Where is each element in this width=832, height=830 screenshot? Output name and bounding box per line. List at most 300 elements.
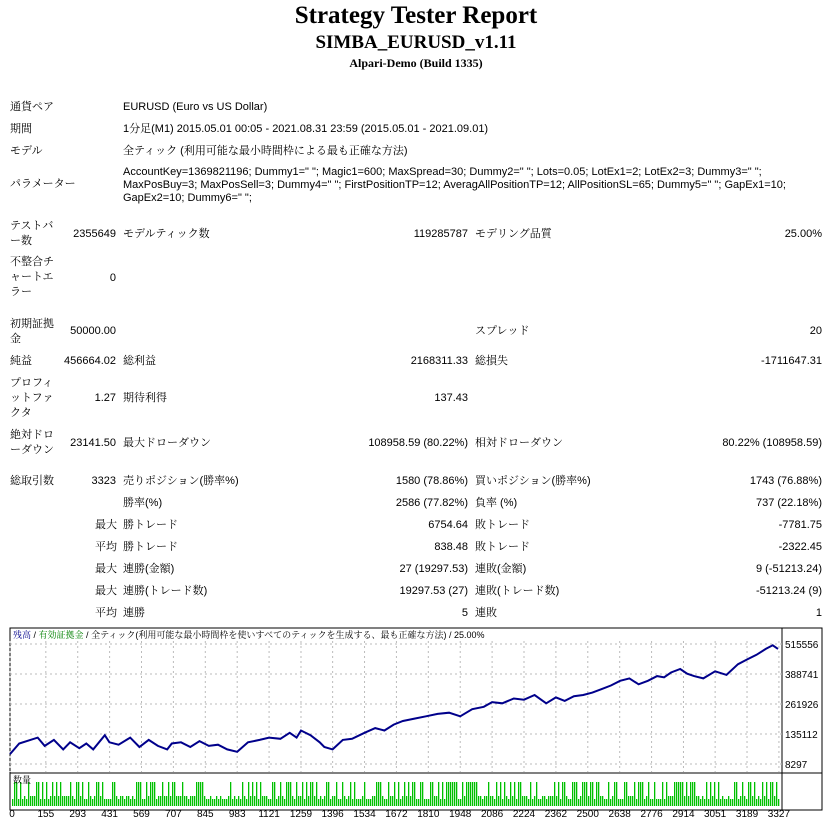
maxdd-value: 108958.59 (80.22%) (368, 437, 468, 449)
volume-bar (656, 799, 657, 806)
volume-bar (104, 799, 105, 806)
x-tick-label: 1672 (385, 809, 408, 820)
volume-bar (616, 782, 617, 806)
bars-value: 2355649 (73, 228, 116, 240)
volume-bar (584, 782, 585, 806)
mismatch-label-2: ャートエ (10, 271, 54, 283)
volume-bar (214, 799, 215, 806)
volume-bar (496, 782, 497, 806)
volume-bar (598, 782, 599, 806)
bars-label-1: テストバ (10, 220, 54, 232)
expert-name: SIMBA_EURUSD_v1.11 (315, 32, 517, 53)
volume-bar (248, 782, 249, 806)
volume-bar (504, 782, 505, 806)
volume-bar (274, 782, 275, 806)
volume-bar (378, 782, 379, 806)
volume-bar (444, 799, 445, 806)
volume-bar (558, 782, 559, 806)
volume-bar (620, 799, 621, 806)
maxdd-label: 最大ドローダウン (123, 437, 211, 449)
volume-bar (756, 799, 757, 806)
symbol-label: 通貨ペア (10, 101, 54, 113)
volume-bar (694, 782, 695, 806)
volume-bar (296, 782, 297, 806)
volume-bar (636, 799, 637, 806)
volume-bar (684, 796, 685, 806)
volume-bar (42, 782, 43, 806)
volume-bar (632, 796, 633, 806)
volume-bar (176, 796, 177, 806)
volume-bar (668, 796, 669, 806)
volume-bar (368, 799, 369, 806)
volume-bar (764, 796, 765, 806)
volume-bar (438, 782, 439, 806)
volume-bar (136, 782, 137, 806)
volume-bar (162, 782, 163, 806)
grossloss-value: -1711647.31 (761, 355, 822, 367)
x-tick-label: 2224 (512, 809, 536, 820)
spread-label: スプレッド (475, 325, 530, 337)
volume-bar (120, 796, 121, 806)
volume-bar (738, 799, 739, 806)
volume-bar (674, 782, 675, 806)
volume-bar (664, 799, 665, 806)
volume-bar (478, 796, 479, 806)
x-tick-label: 845 (196, 809, 214, 820)
volume-bar (408, 782, 409, 806)
volume-bar (578, 799, 579, 806)
x-tick-label: 569 (133, 809, 150, 820)
volume-bar (410, 796, 411, 806)
volume-bar (778, 799, 779, 806)
volume-bar (38, 782, 39, 806)
mismatch-label-1: 不整合チ (10, 256, 54, 268)
volume-bar (430, 782, 431, 806)
volume-bar (502, 799, 503, 806)
volume-bar (122, 796, 123, 806)
volume-bar (536, 782, 537, 806)
volume-bar (658, 799, 659, 806)
ticks-label: モデルティック数 (123, 228, 210, 240)
volume-bar (198, 782, 199, 806)
volume-bar (650, 799, 651, 806)
volume-bar (576, 782, 577, 806)
volume-bar (252, 782, 253, 806)
volume-bar (582, 782, 583, 806)
volume-bar (564, 782, 565, 806)
volume-bar (74, 799, 75, 806)
volume-bar (678, 782, 679, 806)
volume-bar (260, 782, 261, 806)
volume-bar (348, 796, 349, 806)
volume-bar (474, 782, 475, 806)
volume-bar (290, 782, 291, 806)
volume-bar (732, 799, 733, 806)
volume-bar (50, 796, 51, 806)
quality-label: モデリング品質 (475, 228, 552, 240)
volume-bar (742, 782, 743, 806)
volume-bar (160, 796, 161, 806)
avg-win-value: 838.48 (434, 541, 468, 553)
long-value: 1743 (76.88%) (749, 475, 822, 487)
volume-bar (112, 782, 113, 806)
volume-bar (416, 799, 417, 806)
volume-bar (32, 796, 33, 806)
volume-bar (286, 782, 287, 806)
volume-bar (486, 796, 487, 806)
volume-bar (168, 782, 169, 806)
volume-bar (398, 782, 399, 806)
legend-equity: 有効証拠金 (38, 630, 84, 640)
grossprofit-value: 2168311.33 (410, 355, 468, 367)
volume-bar (604, 799, 605, 806)
volume-bar (196, 782, 197, 806)
volume-bar (442, 782, 443, 806)
volume-bar (720, 799, 721, 806)
volume-bar (360, 799, 361, 806)
volume-bar (392, 796, 393, 806)
absdd-label-2: ーダウン (10, 444, 54, 456)
volume-bar (446, 782, 447, 806)
max-label-1: 最大 (95, 519, 117, 531)
volume-bar (390, 796, 391, 806)
volume-bar (692, 782, 693, 806)
deposit-label-1: 初期証拠 (10, 318, 54, 330)
volume-bar (406, 796, 407, 806)
volume-bar (624, 782, 625, 806)
volume-bar (484, 796, 485, 806)
y-tick-label: 261926 (785, 700, 819, 712)
short-label: 売りポジション(勝率%) (123, 475, 239, 487)
symbol-value: EURUSD (Euro vs US Dollar) (123, 101, 268, 113)
volume-bar (644, 799, 645, 806)
volume-bar (298, 796, 299, 806)
volume-bar (746, 799, 747, 806)
short-value: 1580 (78.86%) (395, 475, 468, 487)
volume-bar (98, 782, 99, 806)
x-tick-label: 0 (9, 809, 15, 820)
volume-bar (280, 782, 281, 806)
volume-bar (646, 796, 647, 806)
volume-bar (386, 799, 387, 806)
volume-bar (200, 782, 201, 806)
volume-bar (186, 796, 187, 806)
volume-bar (256, 782, 257, 806)
consec-profit-label: 連勝(トレード数) (123, 585, 208, 597)
volume-bar (676, 782, 677, 806)
volume-bar (250, 796, 251, 806)
volume-bar (278, 796, 279, 806)
volume-bar (672, 796, 673, 806)
volume-bar (18, 799, 19, 806)
volume-bar (388, 782, 389, 806)
volume-bar (404, 782, 405, 806)
volume-bar (172, 782, 173, 806)
volume-bar (152, 782, 153, 806)
volume-bar (506, 796, 507, 806)
volume-bar (376, 782, 377, 806)
y-tick-label: 135112 (785, 729, 818, 741)
legend-quality: 25.00% (453, 630, 485, 640)
volume-bar (572, 782, 573, 806)
payoff-value: 137.43 (434, 392, 468, 404)
volume-bar (284, 799, 285, 806)
volume-bar (686, 782, 687, 806)
volume-bar (350, 782, 351, 806)
volume-bar (336, 782, 337, 806)
volume-bar (366, 799, 367, 806)
legend-model: 全ティック(利用可能な最小時間枠を使いすべてのティックを生成する、最も正確な方法) (91, 630, 447, 640)
volume-bar (138, 782, 139, 806)
volume-bar (466, 782, 467, 806)
volume-bar (562, 782, 563, 806)
absdd-label-1: 絶対ドロ (10, 429, 54, 441)
volume-bar (246, 799, 247, 806)
volume-bar (56, 782, 57, 806)
volume-bar (52, 782, 53, 806)
volume-bar (766, 782, 767, 806)
volume-bar (170, 796, 171, 806)
x-tick-label: 431 (101, 809, 118, 820)
x-tick-label: 3051 (704, 809, 727, 820)
volume-bar (666, 782, 667, 806)
y-tick-label: 515556 (785, 640, 819, 651)
reldd-value: 80.22% (108958.59) (722, 437, 822, 449)
volume-bar (432, 782, 433, 806)
volume-bar (594, 799, 595, 806)
volume-bar (54, 796, 55, 806)
volume-bar (698, 796, 699, 806)
period-value: 1分足(M1) 2015.05.01 00:05 - 2021.08.31 23:59 (2015.05.01 - 2021.09.01) (123, 123, 489, 135)
avg-win-label: 勝トレード (123, 541, 178, 553)
volume-bar (46, 782, 47, 806)
volume-bar (580, 796, 581, 806)
volume-bar (682, 782, 683, 806)
volume-bar (494, 799, 495, 806)
volume-bar (412, 782, 413, 806)
volume-bar (736, 782, 737, 806)
volume-bar (142, 799, 143, 806)
volume-bar (264, 796, 265, 806)
volume-bar (622, 799, 623, 806)
volume-bar (638, 782, 639, 806)
volume-bar (346, 799, 347, 806)
volume-bar (752, 796, 753, 806)
volume-bar (130, 799, 131, 806)
volume-bar (58, 796, 59, 806)
volume-bar (422, 782, 423, 806)
volume-bar (396, 799, 397, 806)
volume-bar (428, 799, 429, 806)
volume-bar (148, 796, 149, 806)
volume-bar (68, 796, 69, 806)
volume-bar (690, 782, 691, 806)
volume-bar (772, 782, 773, 806)
winrate-label: 勝率(%) (123, 497, 163, 509)
volume-bar (188, 799, 189, 806)
x-tick-label: 707 (165, 809, 182, 820)
volume-bar (566, 796, 567, 806)
trades-value: 3323 (91, 475, 116, 487)
largest-loss-value: -7781.75 (778, 519, 822, 531)
pf-label-2: ットファ (10, 392, 54, 404)
avg-consec-win-label: 連勝 (123, 607, 145, 619)
model-label: モデル (10, 145, 43, 157)
x-tick-label: 983 (228, 809, 246, 820)
legend-balance: 残高 (13, 630, 32, 640)
volume-bar (236, 799, 237, 806)
volume-bar (722, 796, 723, 806)
volume-bar (550, 796, 551, 806)
volume-bar (418, 799, 419, 806)
volume-bar (450, 782, 451, 806)
volume-bar (498, 796, 499, 806)
volume-bar (414, 782, 415, 806)
volume-bar (554, 782, 555, 806)
volume-bar (514, 782, 515, 806)
x-tick-label: 2086 (480, 809, 504, 820)
volume-bar (254, 796, 255, 806)
volume-bar (640, 782, 641, 806)
volume-bar (592, 782, 593, 806)
netprofit-label: 純益 (10, 355, 32, 367)
volume-bar (258, 799, 259, 806)
volume-bar (70, 782, 71, 806)
x-tick-label: 2500 (576, 809, 599, 820)
volume-bar (568, 799, 569, 806)
x-tick-label: 1396 (321, 809, 344, 820)
bars-label-2: ー数 (10, 235, 32, 247)
volume-bar (492, 796, 493, 806)
volume-bar (310, 782, 311, 806)
volume-bar (362, 796, 363, 806)
volume-bar (518, 782, 519, 806)
y-tick-label: 8297 (785, 760, 808, 771)
volume-bar (134, 799, 135, 806)
model-value: 全ティック (利用可能な最小時間枠による最も正確な方法) (123, 145, 408, 157)
volume-bar (652, 799, 653, 806)
volume-bar (434, 796, 435, 806)
volume-bar (372, 796, 373, 806)
volume-bar (512, 796, 513, 806)
volume-bar (586, 782, 587, 806)
volume-bar (642, 782, 643, 806)
volume-bar (354, 782, 355, 806)
volume-bar (244, 796, 245, 806)
volume-bar (192, 796, 193, 806)
volume-bar (546, 799, 547, 806)
volume-bar (456, 782, 457, 806)
volume-bar (36, 782, 37, 806)
volume-bar (262, 796, 263, 806)
volume-bar (530, 782, 531, 806)
volume-bar (340, 799, 341, 806)
params-line-3: GapEx2=10; Dummy6=" "; (123, 192, 252, 204)
volume-bar (334, 796, 335, 806)
volume-bar (724, 799, 725, 806)
volume-bar (342, 782, 343, 806)
lossrate-value: 737 (22.18%) (755, 497, 822, 509)
volume-bar (534, 796, 535, 806)
volume-bar (618, 799, 619, 806)
volume-bar (458, 799, 459, 806)
volume-bar (696, 796, 697, 806)
volume-bar (370, 799, 371, 806)
volume-bar (552, 796, 553, 806)
avg-consec-loss-value: 1 (815, 607, 822, 619)
reldd-label: 相対ドローダウン (475, 437, 563, 449)
volume-bar (242, 782, 243, 806)
volume-bar (706, 782, 707, 806)
quality-value: 25.00% (784, 228, 822, 240)
max-label-3: 最大 (95, 585, 117, 597)
volume-bar (34, 796, 35, 806)
volume-bar (364, 782, 365, 806)
volume-bar (526, 796, 527, 806)
volume-bar (610, 799, 611, 806)
volume-bar (542, 796, 543, 806)
volume-bar (108, 799, 109, 806)
consec-win-value: 27 (19297.53) (399, 563, 468, 575)
avg-loss-label: 敗トレード (475, 541, 530, 553)
volume-bar (154, 782, 155, 806)
volume-bar (600, 796, 601, 806)
x-tick-label: 1121 (258, 809, 280, 820)
max-label-2: 最大 (95, 563, 117, 575)
chart-legend: 残高 / 有効証拠金 / 全ティック(利用可能な最小時間枠を使いすべてのティックを生成する、最も正確な方法) / 25.00% (13, 630, 485, 640)
volume-bar (300, 796, 301, 806)
volume-bar (524, 796, 525, 806)
volume-bar (718, 782, 719, 806)
largest-loss-label: 敗トレード (475, 519, 530, 531)
volume-bar (700, 799, 701, 806)
volume-bar (338, 799, 339, 806)
x-tick-label: 2638 (608, 809, 631, 820)
volume-bar (532, 799, 533, 806)
volume-bar (304, 799, 305, 806)
volume-bar (574, 782, 575, 806)
x-tick-label: 3327 (767, 809, 791, 820)
volume-bar (520, 782, 521, 806)
volume-bar (90, 796, 91, 806)
volume-bar (516, 799, 517, 806)
winrate-value: 2586 (77.82%) (395, 497, 468, 509)
volume-bar (634, 782, 635, 806)
volume-bar (228, 796, 229, 806)
volume-bar (194, 796, 195, 806)
params-line-2: MaxPosBuy=3; MaxPosSell=3; Dummy4=" "; FirstPositionTP=12; AveragAllPositionTP=12; AllPositionSL=65; Dummy5=" "; GapEx1=10; (123, 179, 786, 191)
volume-bar (158, 796, 159, 806)
volume-bar (528, 799, 529, 806)
volume-bar (324, 796, 325, 806)
volume-bar (480, 796, 481, 806)
volume-bar (482, 799, 483, 806)
volume-bar (384, 799, 385, 806)
mismatch-label-3: ラー (10, 286, 32, 298)
volume-bar (540, 799, 541, 806)
volume-bar (96, 782, 97, 806)
volume-label: 数量 (13, 775, 32, 785)
volume-bar (88, 782, 89, 806)
volume-bar (748, 782, 749, 806)
volume-bar (60, 782, 61, 806)
volume-bar (210, 796, 211, 806)
x-tick-label: 2914 (672, 809, 695, 820)
deposit-value: 50000.00 (70, 325, 116, 337)
volume-bar (702, 796, 703, 806)
volume-bar (680, 782, 681, 806)
netprofit-value: 456664.02 (64, 355, 116, 367)
